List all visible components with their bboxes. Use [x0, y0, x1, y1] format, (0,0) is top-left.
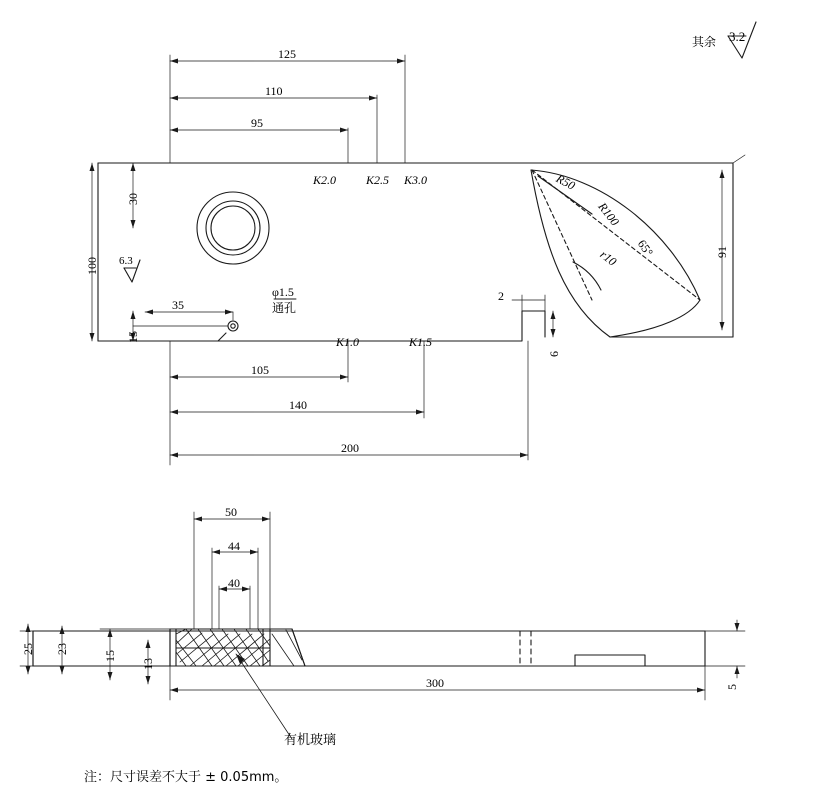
hole-callout-through: 通孔	[272, 301, 297, 315]
k-value-k1-5: K1.5	[409, 335, 433, 349]
side-dim-15: 15	[103, 650, 117, 662]
side-dim-5: 5	[725, 684, 739, 690]
k-value-k2-5: K2.5	[366, 173, 390, 187]
side-dim-25: 25	[21, 643, 35, 655]
dim-110: 110	[265, 84, 283, 98]
surface-note-label: 其余	[692, 35, 717, 49]
dim-140: 140	[289, 398, 307, 412]
dim-100: 100	[85, 257, 99, 275]
k-value-k2-0: K2.0	[313, 173, 337, 187]
radius-r50: R50	[553, 171, 578, 193]
side-dim-40: 40	[228, 576, 240, 590]
dim-105: 105	[251, 363, 269, 377]
dim-125: 125	[278, 47, 296, 61]
radius-r100: R100	[595, 199, 622, 229]
radius-r10: r10	[597, 247, 620, 269]
k-value-k3-0: K3.0	[404, 173, 428, 187]
dim-30: 30	[126, 193, 140, 205]
hole-callout-diameter: φ1.5	[272, 285, 294, 299]
roughness-6-3: 6.3	[119, 255, 133, 267]
dim-35: 35	[172, 298, 184, 312]
surface-note-value: 3.2	[729, 29, 746, 44]
tolerance-note: 注：尺寸误差不大于 ± 0.05mm。	[84, 770, 288, 785]
side-dim-50: 50	[225, 505, 237, 519]
angle-65: 65°	[634, 237, 656, 259]
dim-95: 95	[251, 116, 263, 130]
side-dim-13: 13	[141, 658, 155, 670]
side-dim-300: 300	[426, 676, 444, 690]
k-value-k1-0: K1.0	[336, 335, 360, 349]
side-dim-23: 23	[55, 643, 69, 655]
dim-6: 6	[547, 351, 561, 357]
side-dim-44: 44	[228, 539, 240, 553]
material-callout: 有机玻璃	[284, 733, 337, 748]
dim-200: 200	[341, 441, 359, 455]
dim-91: 91	[715, 246, 729, 258]
dim-2: 2	[498, 289, 504, 303]
dim-15: 15	[126, 331, 140, 343]
